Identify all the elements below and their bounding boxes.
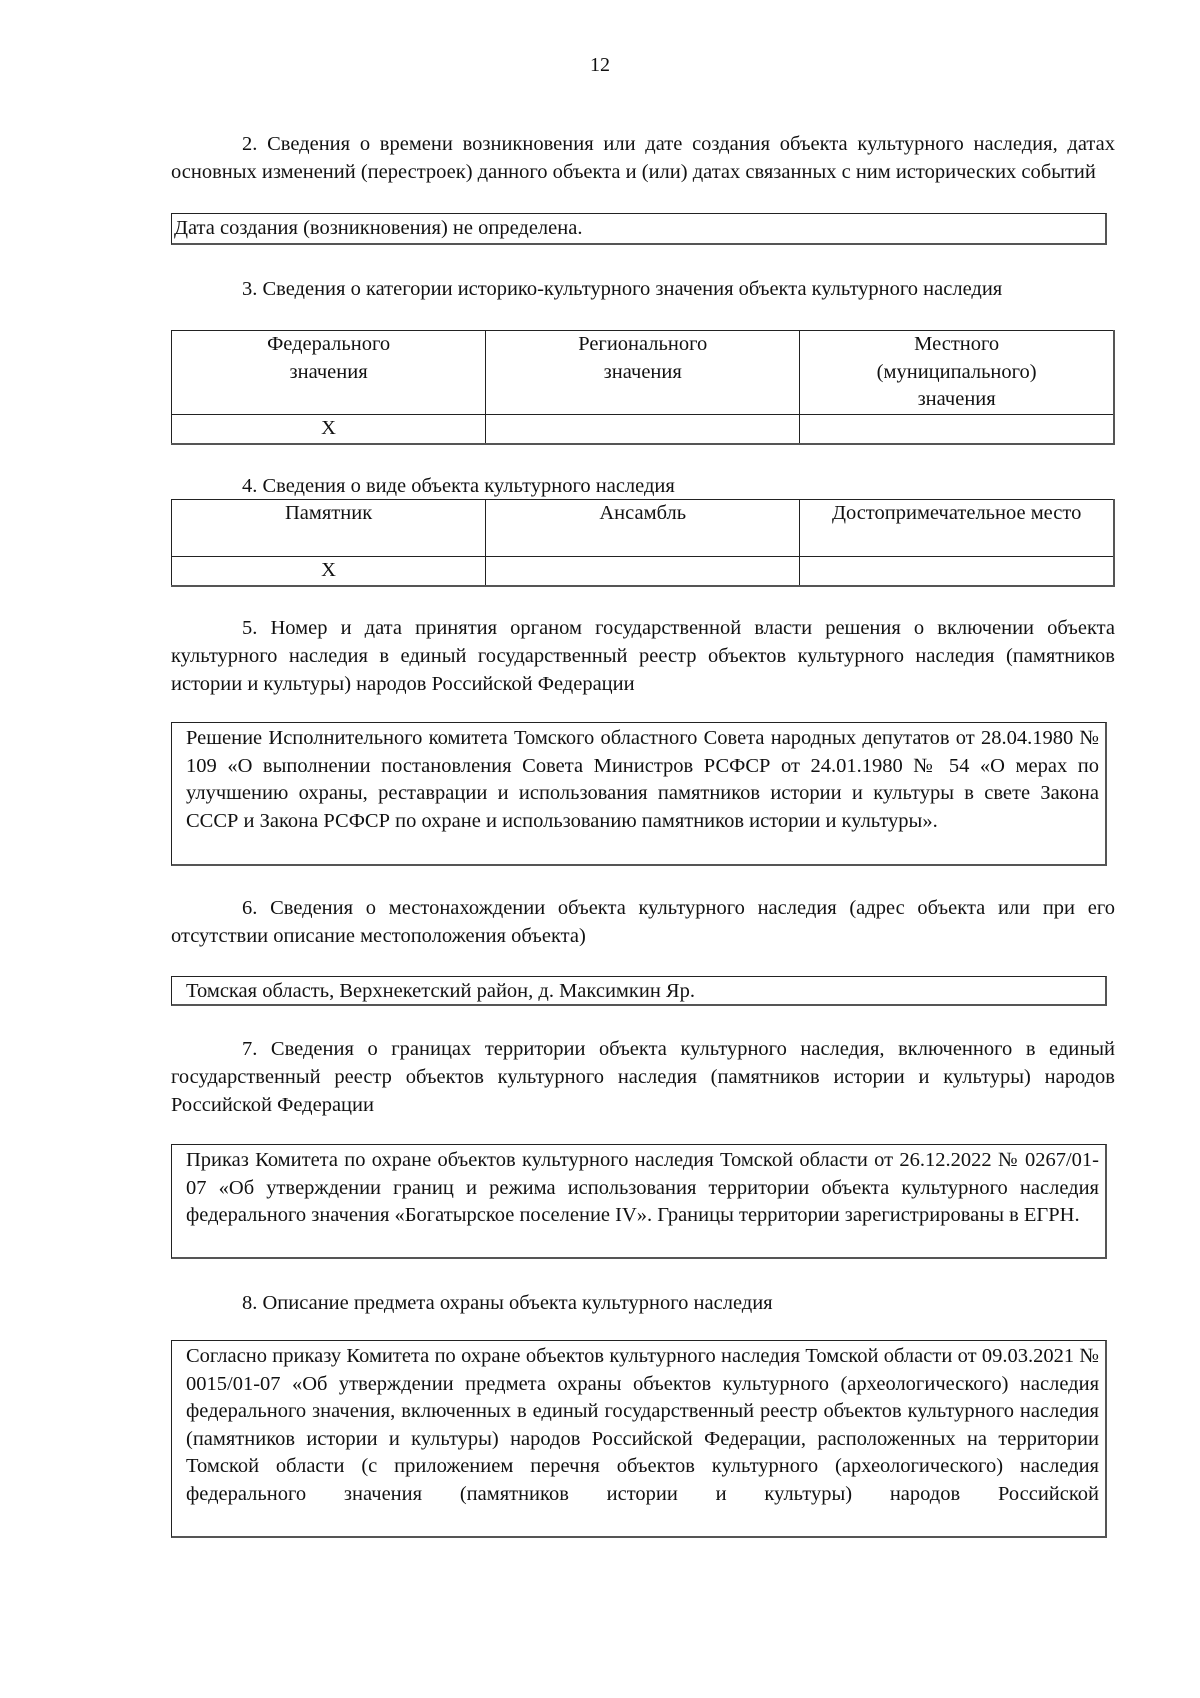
header-ensemble: Ансамбль: [486, 500, 800, 557]
category-table: [171, 330, 1115, 445]
header-monument: Памятник: [172, 500, 486, 557]
section-6-value-box: [171, 976, 1107, 1006]
type-table: [171, 499, 1115, 587]
section-7-value: Приказ Комитета по охране объектов культурного наследия Томской области от 26.12.2022 № 0267/01-07 «Об утверждении границ и режима использования территории объекта культурного наследия федерального значения «Богатырское поселение IV». Границы территории зарегистрированы в ЕГРН.: [186, 1149, 1099, 1226]
header-local: Местного (муниципального) значения: [800, 331, 1114, 415]
section-5-value: Решение Исполнительного комитета Томского областного Совета народных депутатов от 28.04.1980 № 109 «О выполнении постановления Совета Министров РСФСР от 24.01.1980 № 54 «О мерах по улучшению охраны, реставрации и использования памятников истории и культуры в свете Закона СССР и Закона РСФСР по охране и использованию памятников истории и культуры».: [186, 727, 1099, 832]
section-2-heading-text: 2. Сведения о времени возникновения или дате создания объекта культурного наследия, датах основных изменений (перестроек) данного объекта и (или) датах связанных с ним исторических событий: [171, 133, 1115, 183]
mark-ensemble: [486, 557, 800, 586]
section-8-heading-text: 8. Описание предмета охраны объекта культурного наследия: [242, 1292, 773, 1314]
section-4-heading: [171, 472, 1115, 500]
mark-monument: X: [172, 557, 486, 586]
section-5-value-box: [171, 722, 1107, 866]
section-5-heading-text: 5. Номер и дата принятия органом государственной власти решения о включении объекта культурного наследия в единый государственный реестр объектов культурного наследия (памятников истории и культуры) народов Российской Федерации: [171, 617, 1115, 695]
section-7-heading-text: 7. Сведения о границах территории объекта культурного наследия, включенного в единый государственный реестр объектов культурного наследия (памятников истории и культуры) народов Российской Федерации: [171, 1038, 1115, 1116]
section-6-heading: [171, 894, 1115, 950]
section-6-heading-text: 6. Сведения о местонахождении объекта культурного наследия (адрес объекта или при его отсутствии описание местоположения объекта): [171, 897, 1115, 947]
section-8-value: Согласно приказу Комитета по охране объектов культурного наследия Томской области от 09.03.2021 № 0015/01-07 «Об утверждении предмета охраны объектов культурного (археологического) наследия федерального значения, включенных в единый государственный реестр объектов культурного наследия (памятников истории и культуры) народов Российской Федерации, расположенных на территории Томской области (с приложением перечня объектов культурного (археологического) наследия федерального значения (памятников истории и культуры) народов Российской: [186, 1345, 1099, 1505]
page-number: 12: [590, 54, 610, 76]
section-3-heading-text: 3. Сведения о категории историко-культурного значения объекта культурного наследия: [242, 278, 1003, 300]
mark-local: [800, 415, 1114, 444]
section-4-heading-text: 4. Сведения о виде объекта культурного наследия: [242, 475, 675, 497]
section-6-value: Томская область, Верхнекетский район, д. Максимкин Яр.: [186, 980, 695, 1002]
section-7-heading: [171, 1035, 1115, 1119]
section-8-value-box: [171, 1340, 1107, 1538]
header-federal: Федерального значения: [172, 331, 486, 415]
section-7-value-box: [171, 1144, 1107, 1259]
mark-landmark: [800, 557, 1114, 586]
section-5-heading: [171, 614, 1115, 698]
header-landmark: Достопримечательное место: [800, 500, 1114, 557]
section-3-heading: [171, 275, 1115, 303]
mark-federal: X: [172, 415, 486, 444]
header-regional: Регионального значения: [486, 331, 800, 415]
section-8-heading: [171, 1289, 1115, 1317]
mark-regional: [486, 415, 800, 444]
section-2-value: Дата создания (возникновения) не определена.: [174, 217, 583, 239]
section-2-value-box: [171, 213, 1107, 245]
section-2-heading: [171, 130, 1115, 186]
